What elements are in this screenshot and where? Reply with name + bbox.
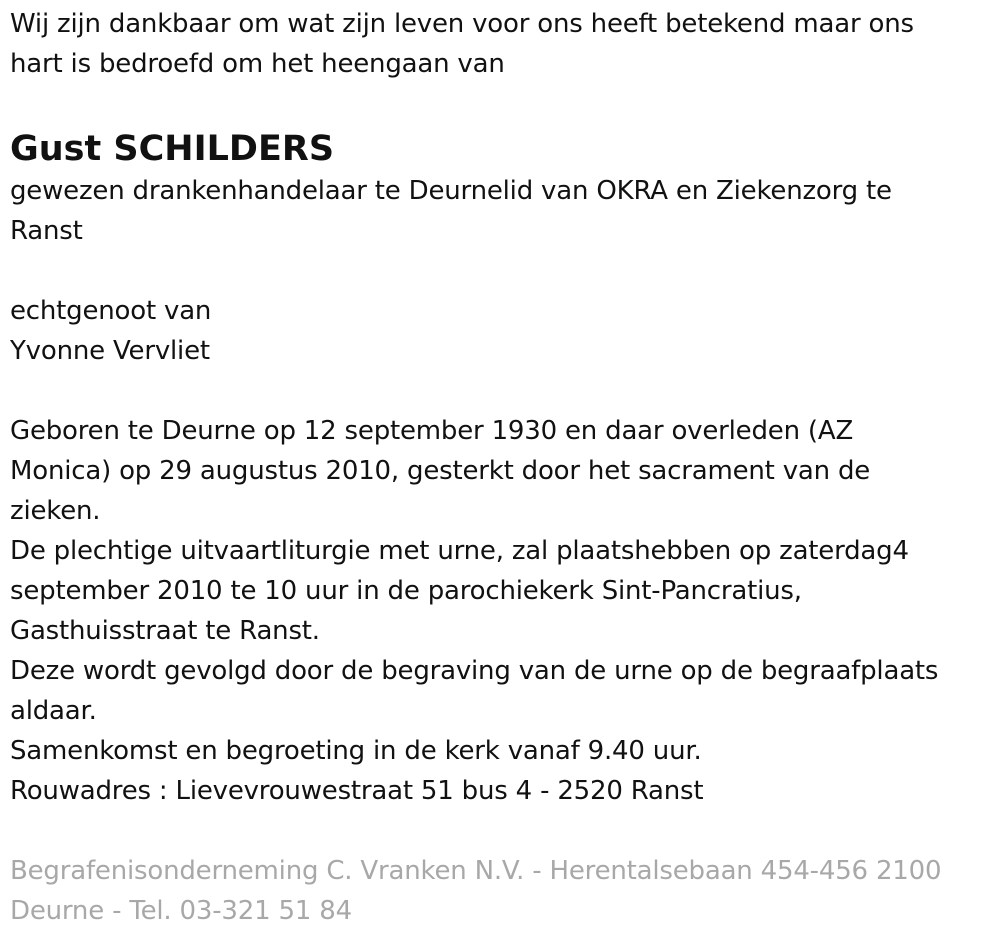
details-line: aldaar.: [10, 696, 97, 726]
details-line: De plechtige uitvaartliturgie met urne, zal plaatshebben op zaterdag4: [10, 536, 909, 566]
details-block: [10, 411, 985, 811]
funeral-home-footer: [10, 851, 985, 931]
footer-line: Begrafenisonderneming C. Vranken N.V. - Herentalsebaan 454-456 2100: [10, 856, 942, 886]
details-line: september 2010 te 10 uur in de parochiekerk Sint-Pancratius,: [10, 576, 802, 606]
spouse-label: echtgenoot van: [10, 296, 212, 326]
obituary-notice: [10, 0, 985, 931]
mourning-address: Rouwadres : Lievevrouwestraat 51 bus 4 - 2520 Ranst: [10, 776, 704, 806]
details-line: Monica) op 29 augustus 2010, gesterkt door het sacrament van de: [10, 456, 871, 486]
details-line: Deze wordt gevolgd door de begraving van de urne op de begraafplaats: [10, 656, 939, 686]
intro-text: [10, 4, 985, 84]
description-line: Ranst: [10, 216, 83, 246]
intro-line: hart is bedroefd om het heengaan van: [10, 49, 505, 79]
spacer: [10, 371, 985, 411]
deceased-name: Gust SCHILDERS: [10, 129, 335, 169]
details-line: Geboren te Deurne op 12 september 1930 en daar overleden (AZ: [10, 416, 854, 446]
details-line: Gasthuisstraat te Ranst.: [10, 616, 320, 646]
footer-line: Deurne - Tel. 03-321 51 84: [10, 896, 352, 926]
description-line: gewezen drankenhandelaar te Deurnelid van OKRA en Ziekenzorg te: [10, 176, 892, 206]
spouse-block: [10, 291, 985, 371]
spouse-name: Yvonne Vervliet: [10, 336, 210, 366]
spacer: [10, 251, 985, 291]
details-line: zieken.: [10, 496, 101, 526]
intro-line: Wij zijn dankbaar om wat zijn leven voor ons heeft betekend maar ons: [10, 9, 914, 39]
details-line: Samenkomst en begroeting in de kerk vanaf 9.40 uur.: [10, 736, 702, 766]
deceased-description: [10, 171, 985, 251]
